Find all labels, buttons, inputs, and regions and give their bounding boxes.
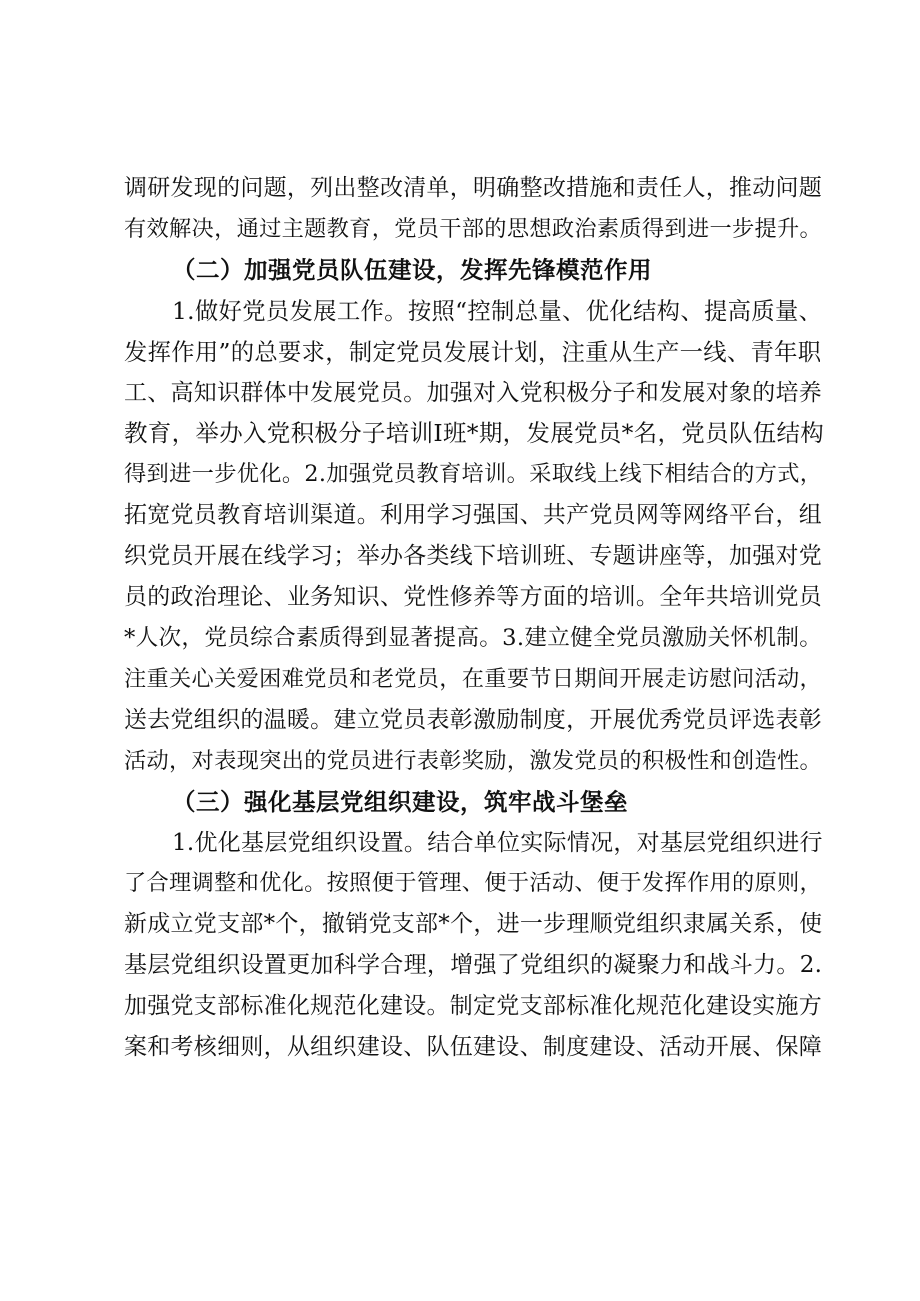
text-line: 新成立党支部*个，撤销党支部*个，进一步理顺党组织隶属关系，使 xyxy=(124,911,823,938)
text-line: 1.做好党员发展工作。按照“控制总量、优化结构、提高质量、 xyxy=(172,296,823,325)
text-line: 教育，举办入党积极分子培训I班*期，发展党员*名，党员队伍结构 xyxy=(124,419,825,448)
text-line: 织党员开展在线学习；举办各类线下培训班、专题讲座等，加强对党 xyxy=(124,543,823,570)
text-line: 活动，对表现突出的党员进行表彰奖励，激发党员的积极性和创造性。 xyxy=(124,747,823,774)
text-line: 加强党支部标准化规范化建设。制定党支部标准化规范化建设实施方 xyxy=(124,993,823,1020)
paragraph-continuation xyxy=(124,168,824,250)
text-line: 员的政治理论、业务知识、党性修养等方面的培训。全年共培训党员 xyxy=(124,584,823,611)
text-line: 调研发现的问题，列出整改清单，明确整改措施和责任人，推动问题 xyxy=(124,175,823,201)
heading-text: （三）强化基层党组织建设，筑牢战斗堡垒 xyxy=(172,787,628,816)
text-line: 注重关心关爱困难党员和老党员，在重要节日期间开展走访慰问活动， xyxy=(124,665,823,692)
text-line: 送去党组织的温暖。建立党员表彰激励制度，开展优秀党员评选表彰 xyxy=(124,706,823,733)
text-line: 工、高知识群体中发展党员。加强对入党积极分子和发展对象的培养 xyxy=(124,379,823,406)
paragraph-grassroots-organization xyxy=(124,823,824,1068)
text-line: 得到进一步优化。2.加强党员教育培训。采取线上线下相结合的方式， xyxy=(124,461,823,488)
heading-text: （二）加强党员队伍建设，发挥先锋模范作用 xyxy=(172,255,652,284)
text-line: 拓宽党员教育培训渠道。利用学习强国、共产党员网等网络平台，组 xyxy=(124,502,823,529)
text-line: 基层党组织设置更加科学合理，增强了党组织的凝聚力和战斗力。2. xyxy=(124,952,823,979)
text-line: 发挥作用”的总要求，制定党员发展计划，注重从生产一线、青年职 xyxy=(124,337,822,366)
section-heading-2 xyxy=(124,250,824,291)
paragraph-party-member-team xyxy=(124,291,824,782)
text-line: 案和考核细则，从组织建设、队伍建设、制度建设、活动开展、保障 xyxy=(124,1034,823,1061)
text-line: 了合理调整和优化。按照便于管理、便于活动、便于发挥作用的原则， xyxy=(124,870,823,897)
text-line: 1.优化基层党组织设置。结合单位实际情况，对基层党组织进行 xyxy=(172,829,823,856)
text-line: 有效解决，通过主题教育，党员干部的思想政治素质得到进一步提升。 xyxy=(124,215,823,242)
section-heading-3 xyxy=(124,782,824,823)
text-line: *人次，党员综合素质得到显著提高。3.建立健全党员激励关怀机制。 xyxy=(124,624,823,651)
document-body xyxy=(124,168,824,1068)
